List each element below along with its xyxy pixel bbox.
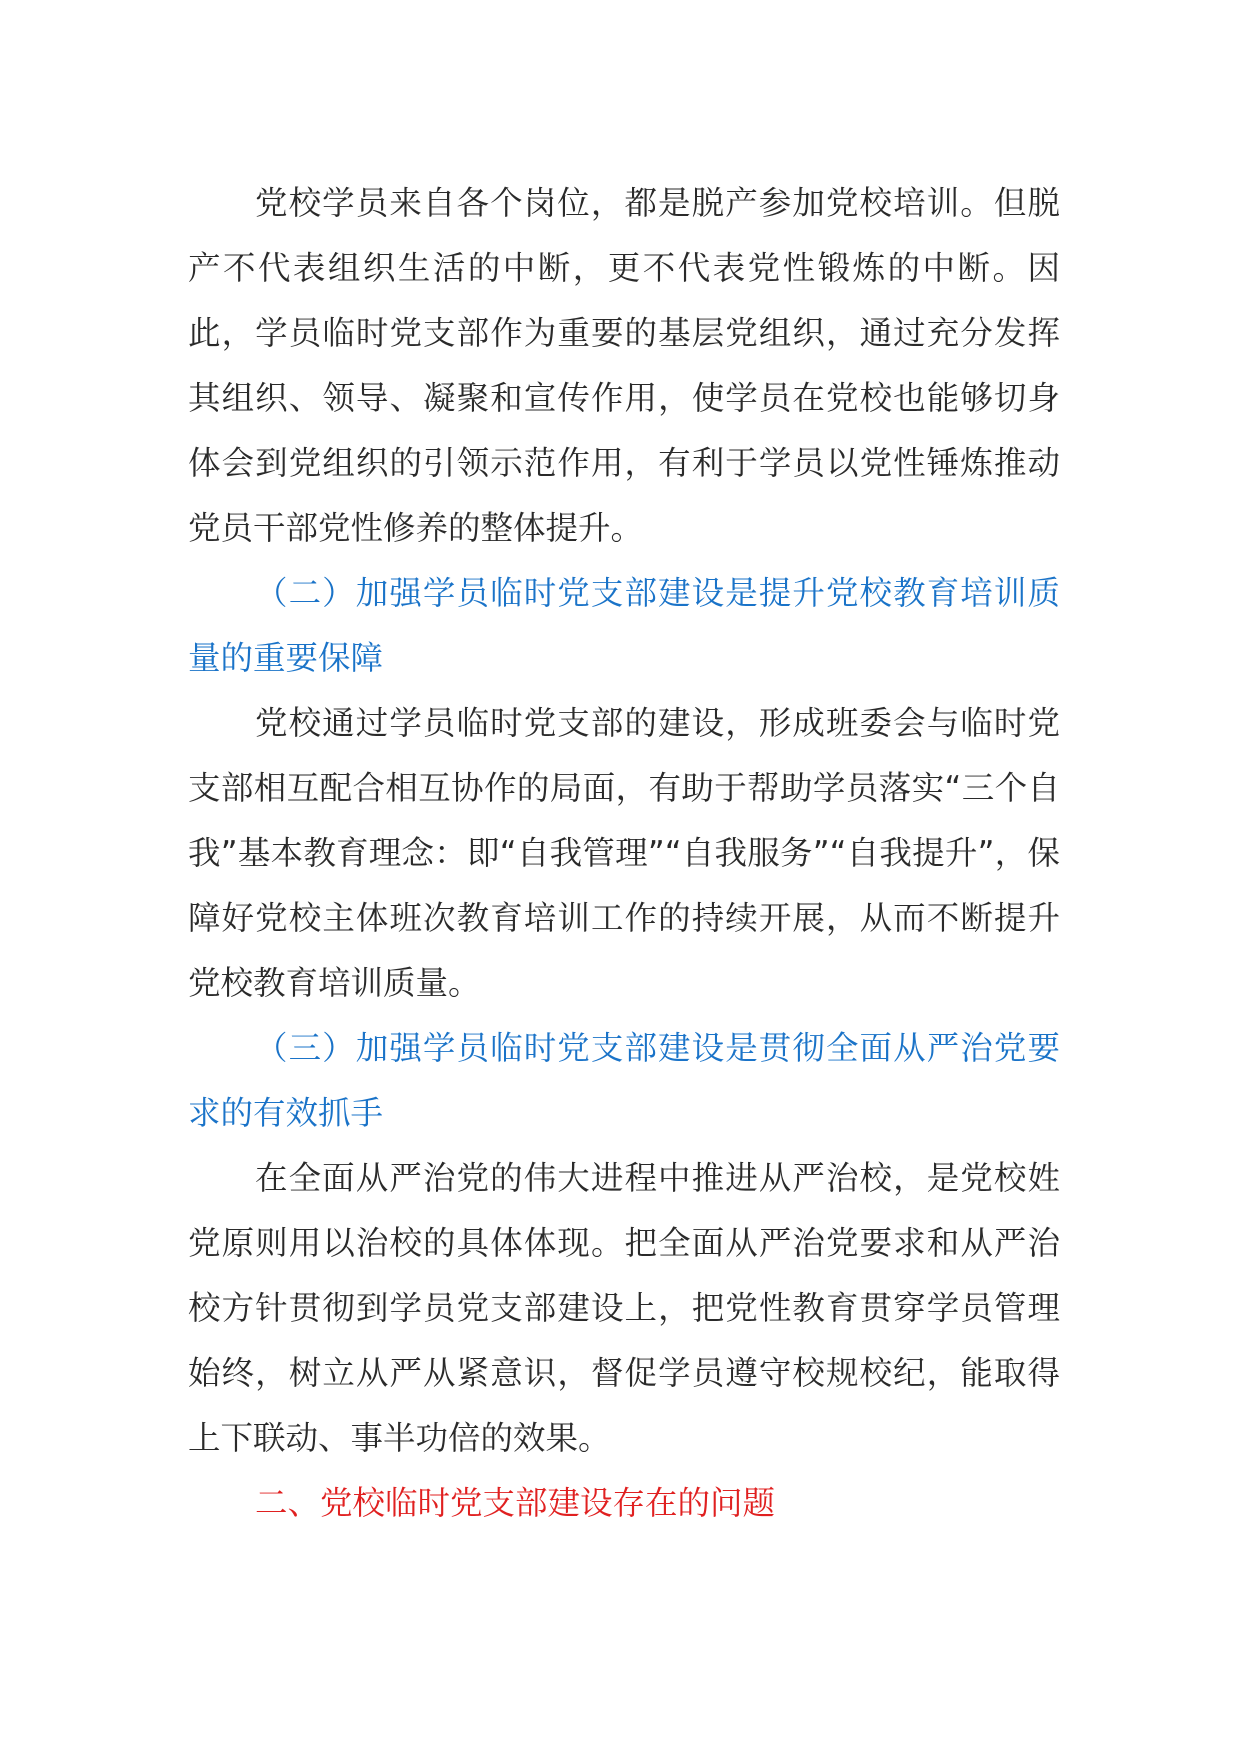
body-paragraph: 在全面从严治党的伟大进程中推进从严治校，是党校姓党原则用以治校的具体体现。把全面从严治党要求和从严治校方针贯彻到学员党支部建设上，把党性教育贯穿学员管理始终，树立从严从紧意识，督促学员遵守校规校纪，能取得上下联动、事半功倍的效果。 [188, 1159, 1060, 1457]
subheading-2: （二）加强学员临时党支部建设是提升党校教育培训质量的重要保障 [188, 574, 1060, 677]
subheading-3: （三）加强学员临时党支部建设是贯彻全面从严治党要求的有效抓手 [188, 1029, 1060, 1132]
section-heading: 二、党校临时党支部建设存在的问题 [255, 1484, 776, 1522]
body-paragraph: 党校学员来自各个岗位，都是脱产参加党校培训。但脱产不代表组织生活的中断，更不代表党性锻炼的中断。因此，学员临时党支部作为重要的基层党组织，通过充分发挥其组织、领导、凝聚和宣传作用，使学员在党校也能够切身体会到党组织的引领示范作用，有利于学员以党性锤炼推动党员干部党性修养的整体提升。 [188, 184, 1060, 547]
body-paragraph: 党校通过学员临时党支部的建设，形成班委会与临时党支部相互配合相互协作的局面，有助于帮助学员落实“三个自我”基本教育理念：即“自我管理”“自我服务”“自我提升”，保障好党校主体班次教育培训工作的持续开展，从而不断提升党校教育培训质量。 [188, 704, 1060, 1002]
